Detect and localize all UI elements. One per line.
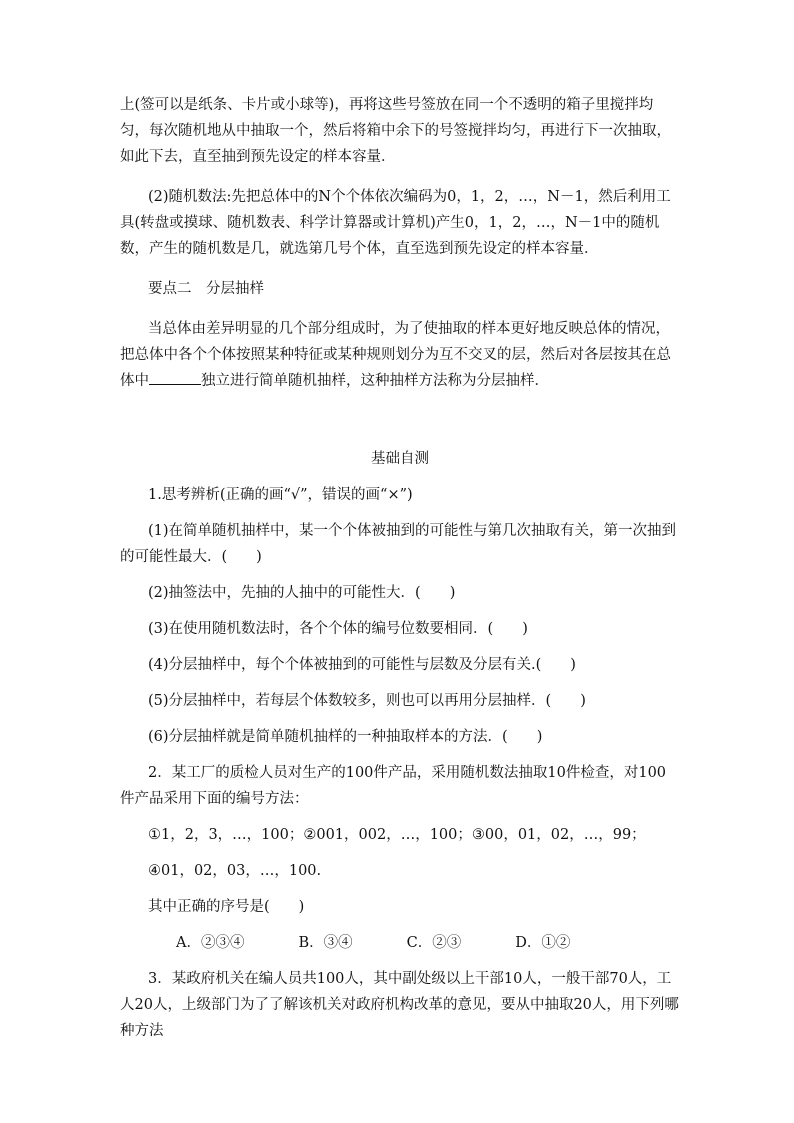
choice-c: C．②③ [406,935,462,951]
question-1-item-4: (4)分层抽样中，每个个体被抽到的可能性与层数及分层有关.( ) [148,657,576,673]
stratified-definition-end: 独立进行简单随机抽样，这种抽样方法称为分层抽样． [201,373,549,389]
paragraph-random-number-method: (2)随机数法:先把总体中的N个个体依次编码为0，1，2，…，N－1，然后利用工具(转盘或摸球、随机数表、科学计算器或计算机)产生0，1，2，…，N－1中的随机数，产生的随机数是几，就选第几号个体，直至选到预先设定的样本容量． [120,189,671,257]
stratified-definition-text: 当总体由差异明显的几个部分组成时，为了使抽取的样本更好地反映总体的情况，把总体中各个个体按照某种特征或某种规则划分为互不交叉的层，然后对各层按其在总体中 [120,321,671,389]
heading-stratified-sampling: 要点二 分层抽样 [148,281,264,297]
question-3-stem: 3．某政府机关在编人员共100人，其中副处级以上干部10人，一般干部70人，工人20人，上级部门为了了解该机关对政府机构改革的意见，要从中抽取20人，用下列哪种方法 [120,971,679,1039]
choice-d: D．①② [515,935,571,951]
question-1-item-1: (1)在简单随机抽样中，某一个个体被抽到的可能性与第几次抽取有关，第一次抽到的可能性最大．( ) [120,523,677,565]
question-2-choices [120,930,680,956]
choice-b: B．③④ [298,935,353,951]
question-1-item-3: (3)在使用随机数法时，各个个体的编号位数要相同．( ) [148,621,528,637]
question-2-stem: 2．某工厂的质检人员对生产的100件产品，采用随机数法抽取10件检查，对100件产品采用下面的编号方法： [120,765,667,807]
choice-a: A．②③④ [176,935,245,951]
question-2-options-line-2: ④01，02，03，…，100. [148,863,322,879]
question-1-item-5: (5)分层抽样中，若每层个体数较多，则也可以再用分层抽样．( ) [148,693,586,709]
paragraph-lottery-continued: 上(签可以是纸条、卡片或小球等)，再将这些号签放在同一个不透明的箱子里搅拌均匀，每次随机地从中抽取一个，然后将箱中余下的号签搅拌均匀，再进行下一次抽取，如此下去，直至抽到预先设定的样本容量． [120,97,671,165]
question-1-stem: 1.思考辨析(正确的画“√”，错误的画“×”) [148,487,413,503]
question-1-item-2: (2)抽签法中，先抽的人抽中的可能性大．( ) [148,585,456,601]
question-2-options-line-1: ①1，2，3，…，100；②001，002，…，100；③00，01，02，…，99； [148,827,646,843]
fill-in-blank [149,368,201,385]
section-title: 基础自测 [371,451,429,467]
question-1-item-6: (6)分层抽样就是简单随机抽样的一种抽取样本的方法．( ) [148,729,543,745]
question-2-ask: 其中正确的序号是( ) [148,899,305,915]
document-body [120,92,680,1044]
paragraph-stratified-definition [120,316,680,394]
